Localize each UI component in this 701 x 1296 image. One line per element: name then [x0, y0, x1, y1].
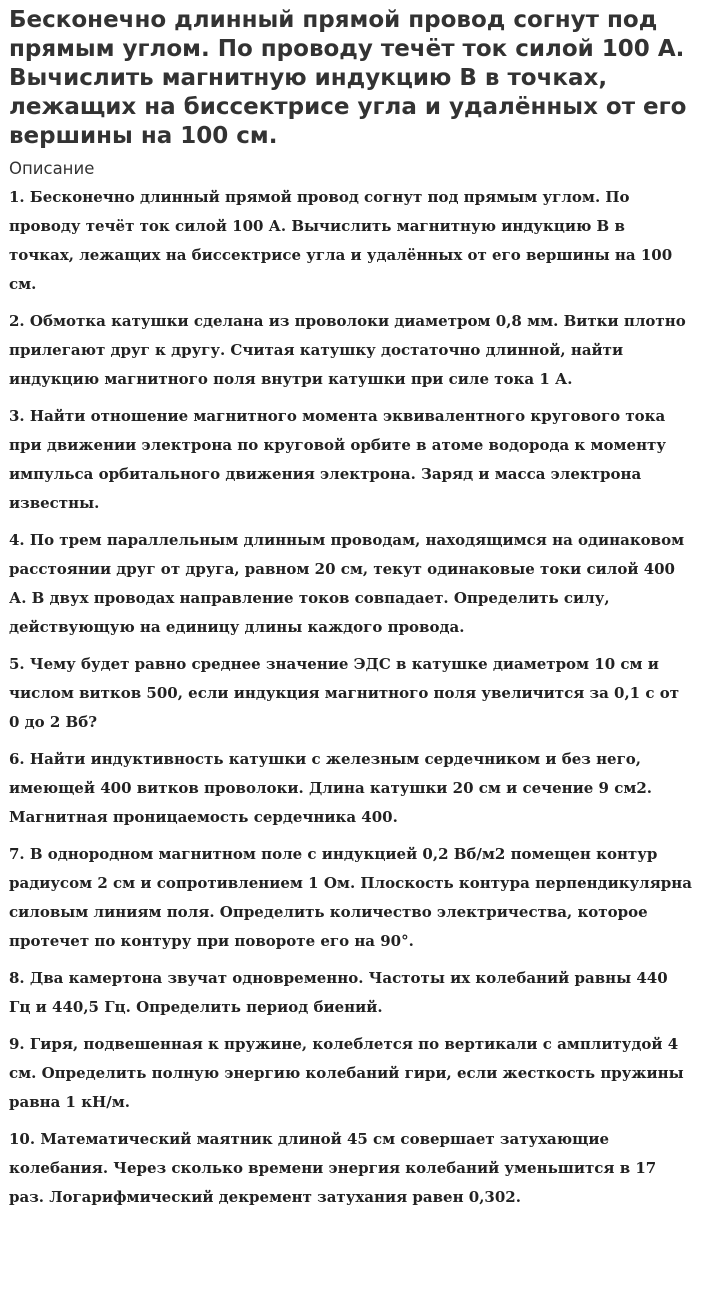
task-number: 7.	[9, 845, 25, 863]
task-text: Обмотка катушки сделана из проволоки диаметром 0,8 мм. Витки плотно прилегают друг к другу. Считая катушку достаточно длинной, найти индукцию магнитного поля внутри катушки при силе тока 1 А.	[9, 312, 686, 388]
task-text: Найти индуктивность катушки с железным сердечником и без него, имеющей 400 витков проволоки. Длина катушки 20 см и сечение 9 см2. Магнитная проницаемость сердечника 400.	[9, 750, 653, 826]
task-text: Чему будет равно среднее значение ЭДС в катушке диаметром 10 см и числом витков 500, если индукция магнитного поля увеличится за 0,1 с от 0 до 2 Вб?	[9, 655, 679, 731]
task-text: В однородном магнитном поле с индукцией 0,2 Вб/м2 помещен контур радиусом 2 см и сопротивлением 1 Ом. Плоскость контура перпендикулярна силовым линиям поля. Определить количество электричества, которое протечет по контуру при повороте его на 90°.	[9, 845, 692, 950]
task-item-10	[9, 1125, 692, 1212]
task-number: 5.	[9, 655, 25, 673]
task-item-1	[9, 183, 692, 299]
task-item-6	[9, 745, 692, 832]
task-number: 2.	[9, 312, 25, 330]
task-item-5	[9, 650, 692, 737]
task-number: 8.	[9, 969, 25, 987]
task-text: Гиря, подвешенная к пружине, колеблется по вертикали с амплитудой 4 см. Определить полную энергию колебаний гири, если жесткость пружины равна 1 кН/м.	[9, 1035, 684, 1111]
page-title: Бесконечно длинный прямой провод согнут под прямым углом. По проводу течёт ток силой 100 А. Вычислить магнитную индукцию В в точках, лежащих на биссектрисе угла и удалённых от его вершины на 100 см.	[9, 7, 687, 149]
task-number: 1.	[9, 188, 25, 206]
task-text: Найти отношение магнитного момента эквивалентного кругового тока при движении электрона по круговой орбите в атоме водорода к моменту импульса орбитального движения электрона. Заряд и масса электрона известны.	[9, 407, 666, 512]
section-label-description: Описание	[9, 159, 95, 178]
task-item-3	[9, 402, 692, 518]
task-number: 4.	[9, 531, 25, 549]
task-text: Математический маятник длиной 45 см совершает затухающие колебания. Через сколько времени энергия колебаний уменьшится в 17 раз. Логарифмический декремент затухания равен 0,302.	[9, 1130, 657, 1206]
task-item-9	[9, 1030, 692, 1117]
task-number: 9.	[9, 1035, 25, 1053]
task-item-8	[9, 964, 692, 1022]
task-text: По трем параллельным длинным проводам, находящимся на одинаковом расстоянии друг от друга, равном 20 см, текут одинаковые токи силой 400 А. В двух проводах направление токов совпадает. Определить силу, действующую на единицу длины каждого провода.	[9, 531, 685, 636]
task-item-7	[9, 840, 692, 956]
task-number: 3.	[9, 407, 25, 425]
task-text: Бесконечно длинный прямой провод согнут под прямым углом. По проводу течёт ток силой 100 А. Вычислить магнитную индукцию В в точках, лежащих на биссектрисе угла и удалённых от его вершины на 100 см.	[9, 188, 673, 293]
task-item-4	[9, 526, 692, 642]
task-number: 10.	[9, 1130, 36, 1148]
task-number: 6.	[9, 750, 25, 768]
task-text: Два камертона звучат одновременно. Частоты их колебаний равны 440 Гц и 440,5 Гц. Определить период биений.	[9, 969, 668, 1016]
task-item-2	[9, 307, 692, 394]
task-list	[9, 183, 692, 1212]
